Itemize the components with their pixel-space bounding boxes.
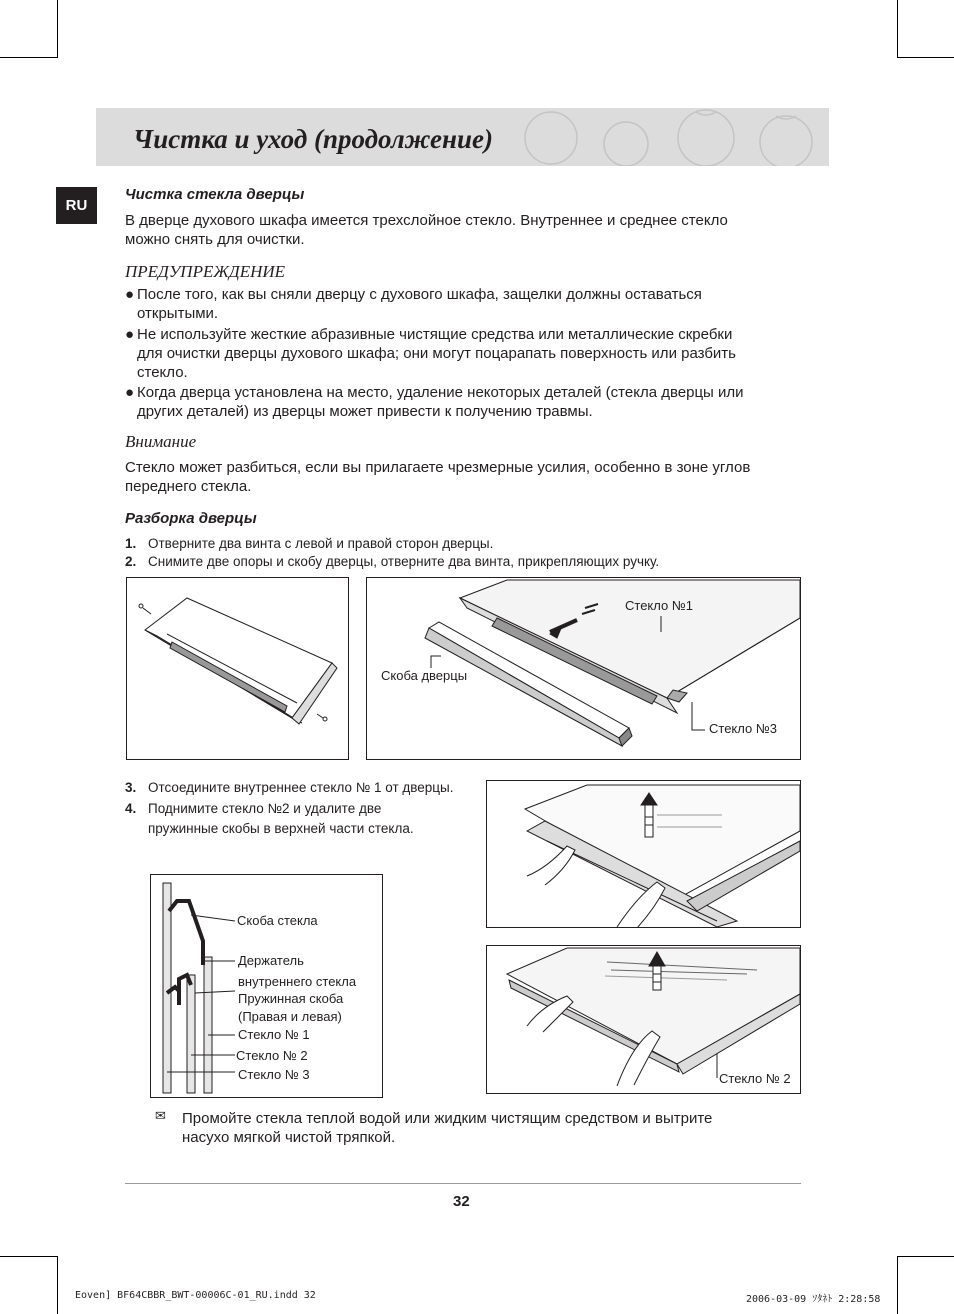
intro-text-line1: В дверце духового шкафа имеется трехслойное стекло. Внутреннее и среднее стекло [125,212,728,229]
bullet-dot-icon: ● [125,286,135,303]
note-icon: ✉ [155,1108,166,1123]
step-number: 4. [125,801,137,816]
footer-rule [125,1183,801,1184]
step-text-continued: пружинные скобы в верхней части стекла. [148,821,414,836]
note-text-line2: насухо мягкой чистой тряпкой. [182,1129,396,1146]
label-door-bracket: Скоба дверцы [381,668,468,683]
caution-heading: Внимание [125,432,197,451]
caution-text-line1: Стекло может разбиться, если вы прилагаете чрезмерные усилия, особенно в зоне углов [125,459,751,476]
language-badge: RU [56,187,97,224]
label-glass-bracket: Скоба стекла [237,913,318,928]
crop-mark [897,1256,954,1257]
step-item [125,799,381,818]
bullet-text-line2: открытыми. [137,305,219,322]
section-heading-glass: Чистка стекла дверцы [125,186,305,203]
step-item [125,534,493,553]
figure-glass2-removal [486,945,801,1094]
page-number: 32 [453,1193,470,1210]
section-heading-disassembly: Разборка дверцы [125,510,257,527]
label-glass-no3: Стекло № 3 [238,1067,310,1082]
figure-door-screws [126,577,349,760]
bullet-text-line2: других деталей) из дверцы может привести к получению травмы. [137,403,593,420]
footer-timestamp: 2006-03-09 ｿﾀﾈﾄ 2:28:58 [746,1294,881,1305]
label-spring-line1: Пружинная скоба [238,991,344,1006]
label-glass-no1: Стекло № 1 [238,1027,310,1042]
step-text: Снимите две опоры и скобу дверцы, отверните два винта, прикрепляющих ручку. [148,554,660,569]
crop-mark [897,0,898,58]
bullet-dot-icon: ● [125,384,135,401]
step-number: 3. [125,780,137,795]
crop-mark [897,1256,898,1314]
figure-bracket-removal [366,577,801,760]
figure-glass1-removal [486,780,801,928]
bullet-text-line1: Когда дверца установлена на место, удаление некоторых деталей (стекла дверцы или [137,384,744,401]
label-glass-no2: Стекло № 2 [236,1048,308,1063]
step-item [125,778,453,797]
footer-file-info: Eoven] BF64CBBR_BWT-00006C-01_RU.indd 32 [75,1290,316,1301]
caution-text-line2: переднего стекла. [125,478,252,495]
crop-mark [57,0,58,58]
warning-heading: ПРЕДУПРЕЖДЕНИЕ [125,262,286,281]
label-glass-3: Стекло №3 [709,721,778,736]
label-spring-line2: (Правая и левая) [238,1009,342,1024]
label-holder-line2: внутреннего стекла [238,974,357,989]
warning-bullet [125,383,815,421]
label-glass-2: Стекло № 2 [719,1071,791,1086]
warning-bullet [125,285,815,323]
diagram-glass-layers [150,874,383,1098]
label-glass-1: Стекло №1 [625,598,694,613]
bullet-text-line1: После того, как вы сняли дверцу с духового шкафа, защелки должны оставаться [137,286,702,303]
bullet-text-line3: стекло. [137,364,188,381]
bullet-text-line2: для очистки дверцы духового шкафа; они могут поцарапать поверхность или разбить [137,345,736,362]
crop-mark [0,57,57,58]
step-number: 2. [125,554,137,569]
step-item [125,552,659,571]
bullet-text-line1: Не используйте жесткие абразивные чистящие средства или металлические скребки [137,326,733,343]
step-text: Отсоедините внутреннее стекло № 1 от дверцы. [148,780,454,795]
intro-text-line2: можно снять для очистки. [125,231,305,248]
step-number: 1. [125,536,137,551]
page-title: Чистка и уход (продолжение) [133,124,494,154]
crop-mark [57,1256,58,1314]
note-text-line1: Промойте стекла теплой водой или жидким чистящим средством и вытрите [182,1110,713,1127]
glass-lift-illustration [487,781,800,927]
warning-bullet [125,325,815,382]
step-text: Поднимите стекло №2 и удалите две [148,801,382,816]
label-holder-line1: Держатель [238,953,304,968]
step-text: Отверните два винта с левой и правой сторон дверцы. [148,536,494,551]
crop-mark [897,57,954,58]
bullet-dot-icon: ● [125,326,135,343]
oven-door-illustration [127,578,348,759]
crop-mark [0,1256,57,1257]
